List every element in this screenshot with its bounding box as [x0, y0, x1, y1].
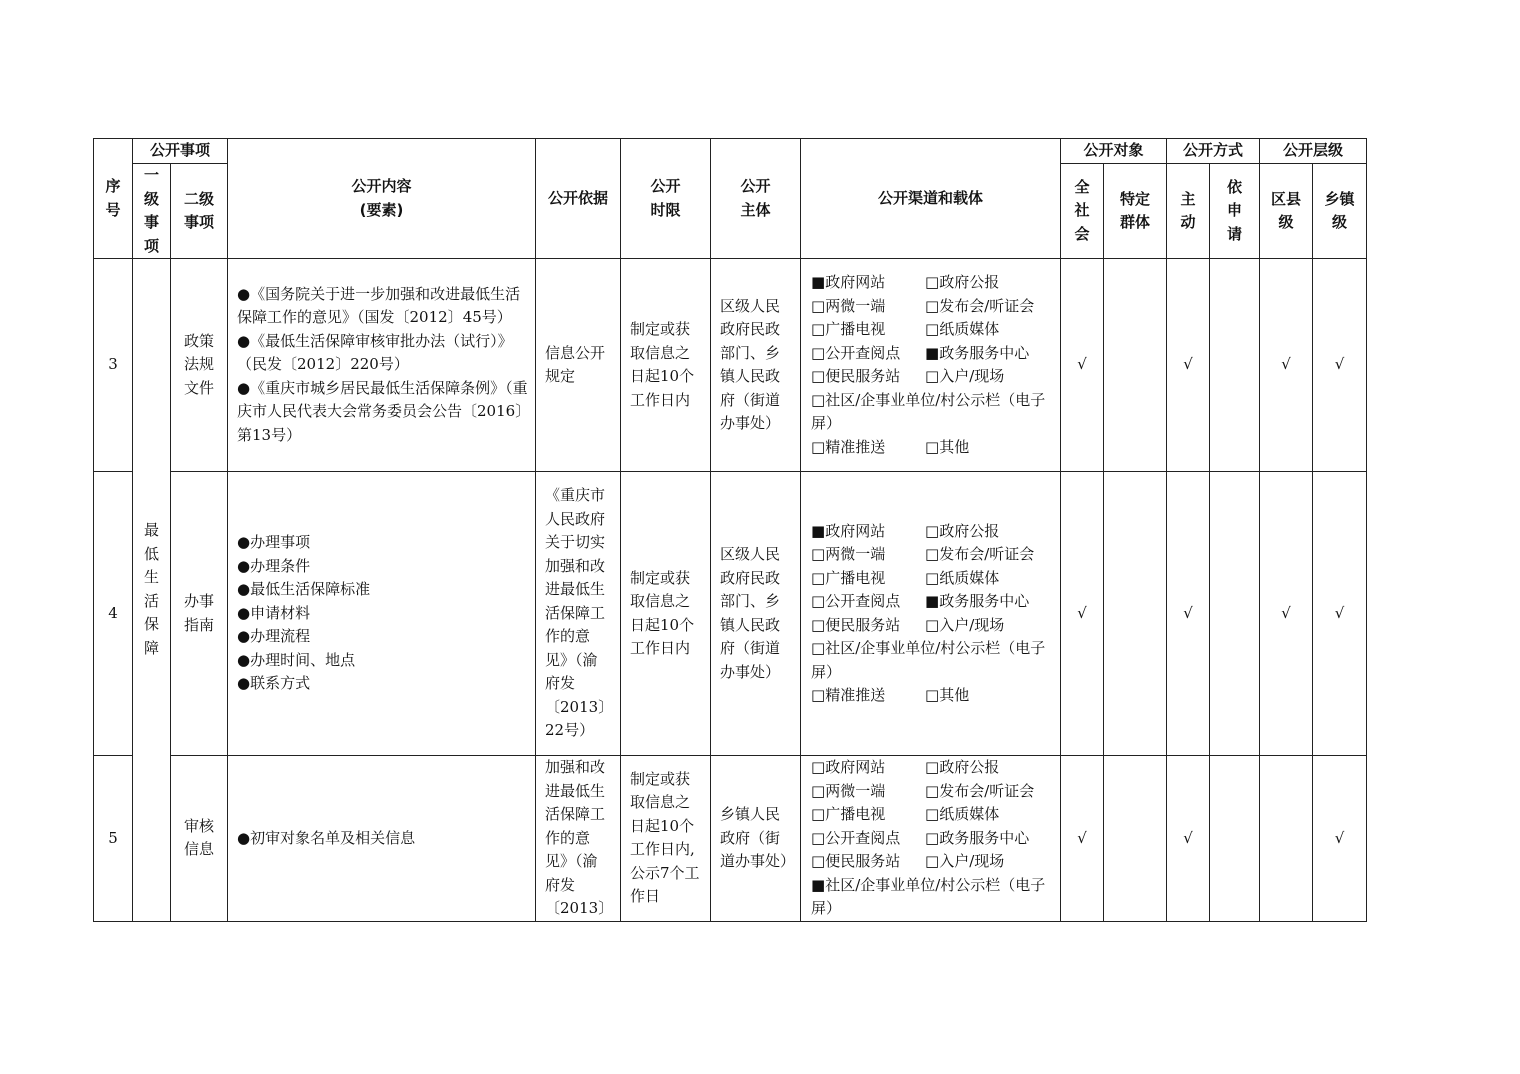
channel-option: □政府公报 [925, 758, 1000, 776]
row-seq: 3 [94, 259, 133, 472]
channel-option: □政务服务中心 [925, 828, 1030, 847]
check-level-town: √ [1313, 259, 1367, 472]
row-seq: 5 [94, 756, 133, 922]
row-time-limit: 制定或获取信息之日起10个工作日内 [621, 472, 711, 756]
row-channels [801, 756, 1061, 922]
channel-option: □其他 [925, 686, 970, 704]
content-item: ●办理事项 [237, 533, 311, 552]
content-item: ●办理流程 [237, 627, 311, 646]
row-content [228, 259, 536, 472]
table-row [94, 259, 1367, 472]
channel-option: □政府公报 [925, 521, 1000, 540]
channel-option: □广播电视 [811, 805, 886, 823]
channel-option: □政府网站 [811, 758, 886, 776]
channel-option: □纸质媒体 [925, 805, 1000, 823]
check-audience-all: √ [1061, 259, 1104, 472]
channel-option: □发布会/听证会 [925, 296, 1035, 315]
channel-option: □精准推送 [811, 686, 886, 704]
channel-option: □入户/现场 [925, 852, 1005, 870]
header-channel: 公开渠道和载体 [801, 139, 1061, 259]
check-level-town: √ [1313, 756, 1367, 922]
check-method-active: √ [1167, 756, 1210, 922]
check-audience-specific [1104, 472, 1167, 756]
channel-option: □其他 [925, 437, 970, 456]
row-basis: 《重庆市人民政府关于切实加强和改进最低生活保障工作的意见》（渝府发〔2013〕22号） [536, 472, 621, 756]
channel-option: □发布会/听证会 [925, 545, 1035, 563]
table-row [94, 472, 1367, 756]
channel-option: □两微一端 [811, 296, 886, 315]
check-audience-specific [1104, 259, 1167, 472]
header-content: 公开内容 (要素) [228, 139, 536, 259]
disclosure-table [93, 138, 1367, 922]
channel-option: ■社区/企事业单位/村公示栏（电子屏） [811, 875, 1046, 917]
row-basis: 信息公开规定 [536, 259, 621, 472]
check-level-town: √ [1313, 472, 1367, 756]
channel-option: □两微一端 [811, 781, 886, 800]
channel-option: □入户/现场 [925, 615, 1005, 634]
content-item: ●联系方式 [237, 674, 311, 693]
channel-option: □广播电视 [811, 568, 886, 587]
header-method-active: 主动 [1167, 164, 1210, 259]
row-basis: 加强和改进最低生活保障工作的意见》（渝府发〔2013〕 [536, 756, 621, 922]
channel-option: □两微一端 [811, 545, 886, 563]
row-content [228, 756, 536, 922]
channel-option: ■政务服务中心 [925, 592, 1030, 610]
header-audience-specific: 特定群体 [1104, 164, 1167, 259]
channel-option: □便民服务站 [811, 615, 901, 634]
row-time-limit: 制定或获取信息之日起10个工作日内,公示7个工作日 [621, 756, 711, 922]
content-item: ●办理条件 [237, 556, 311, 575]
table-row [94, 756, 1367, 922]
channel-option: ■政务服务中心 [925, 343, 1030, 362]
header-method-group: 公开方式 [1167, 139, 1260, 164]
check-method-request [1210, 259, 1260, 472]
check-level-district: √ [1260, 259, 1313, 472]
channel-option: □公开查阅点 [811, 592, 901, 610]
row-subject: 乡镇人民政府（街道办事处） [711, 756, 801, 922]
channel-option: □社区/企事业单位/村公示栏（电子屏） [811, 390, 1046, 432]
check-method-request [1210, 756, 1260, 922]
check-method-request [1210, 472, 1260, 756]
content-item: ●《重庆市城乡居民最低生活保障条例》（重庆市人民代表大会常务委员会公告〔2016〕第13号） [237, 378, 528, 444]
check-level-district [1260, 756, 1313, 922]
header-basis: 公开依据 [536, 139, 621, 259]
content-item: ●初审对象名单及相关信息 [237, 828, 416, 847]
row-time-limit: 制定或获取信息之日起10个工作日内 [621, 259, 711, 472]
channel-option: □公开查阅点 [811, 343, 901, 362]
content-item: ●申请材料 [237, 603, 311, 622]
header-level1: 一级事项 [133, 164, 171, 259]
header-method-request: 依申请 [1210, 164, 1260, 259]
check-audience-specific [1104, 756, 1167, 922]
header-seq: 序号 [94, 139, 133, 259]
content-item: ●《国务院关于进一步加强和改进最低生活保障工作的意见》（国发〔2012〕45号） [237, 284, 521, 327]
content-item: ●最低生活保障标准 [237, 580, 371, 599]
row-channels [801, 472, 1061, 756]
header-audience-group: 公开对象 [1061, 139, 1167, 164]
header-level-district: 区县级 [1260, 164, 1313, 259]
row-subject: 区级人民政府民政部门、乡镇人民政府（街道办事处） [711, 472, 801, 756]
row-subject: 区级人民政府民政部门、乡镇人民政府（街道办事处） [711, 259, 801, 472]
channel-option: ■政府网站 [811, 521, 886, 540]
header-level-town: 乡镇级 [1313, 164, 1367, 259]
channel-option: □社区/企事业单位/村公示栏（电子屏） [811, 639, 1046, 681]
channel-option: □发布会/听证会 [925, 781, 1035, 800]
content-item: ●办理时间、地点 [237, 650, 356, 669]
channel-option: □便民服务站 [811, 852, 901, 870]
check-method-active: √ [1167, 259, 1210, 472]
header-matter-group: 公开事项 [133, 139, 228, 164]
content-item: ●《最低生活保障审核审批办法（试行）》（民发〔2012〕220号） [237, 331, 513, 374]
channel-option: □政府公报 [925, 273, 1000, 291]
row-level2: 办事指南 [171, 472, 228, 756]
level1-cell: 最低生活保障 [133, 259, 171, 922]
channel-option: □便民服务站 [811, 367, 901, 385]
row-seq: 4 [94, 472, 133, 756]
check-audience-all: √ [1061, 472, 1104, 756]
channel-option: □入户/现场 [925, 367, 1005, 385]
channel-option: □纸质媒体 [925, 568, 1000, 587]
channel-option: □公开查阅点 [811, 828, 901, 847]
header-subject: 公开主体 [711, 139, 801, 259]
row-level2: 审核信息 [171, 756, 228, 922]
channel-option: □精准推送 [811, 437, 886, 456]
header-level2: 二级事项 [171, 164, 228, 259]
row-channels [801, 259, 1061, 472]
header-time-limit: 公开时限 [621, 139, 711, 259]
row-level2: 政策法规文件 [171, 259, 228, 472]
channel-option: □纸质媒体 [925, 320, 1000, 338]
channel-option: □广播电视 [811, 320, 886, 338]
check-level-district: √ [1260, 472, 1313, 756]
channel-option: ■政府网站 [811, 273, 886, 291]
header-level-group: 公开层级 [1260, 139, 1367, 164]
check-method-active: √ [1167, 472, 1210, 756]
check-audience-all: √ [1061, 756, 1104, 922]
header-audience-all: 全社会 [1061, 164, 1104, 259]
row-content [228, 472, 536, 756]
